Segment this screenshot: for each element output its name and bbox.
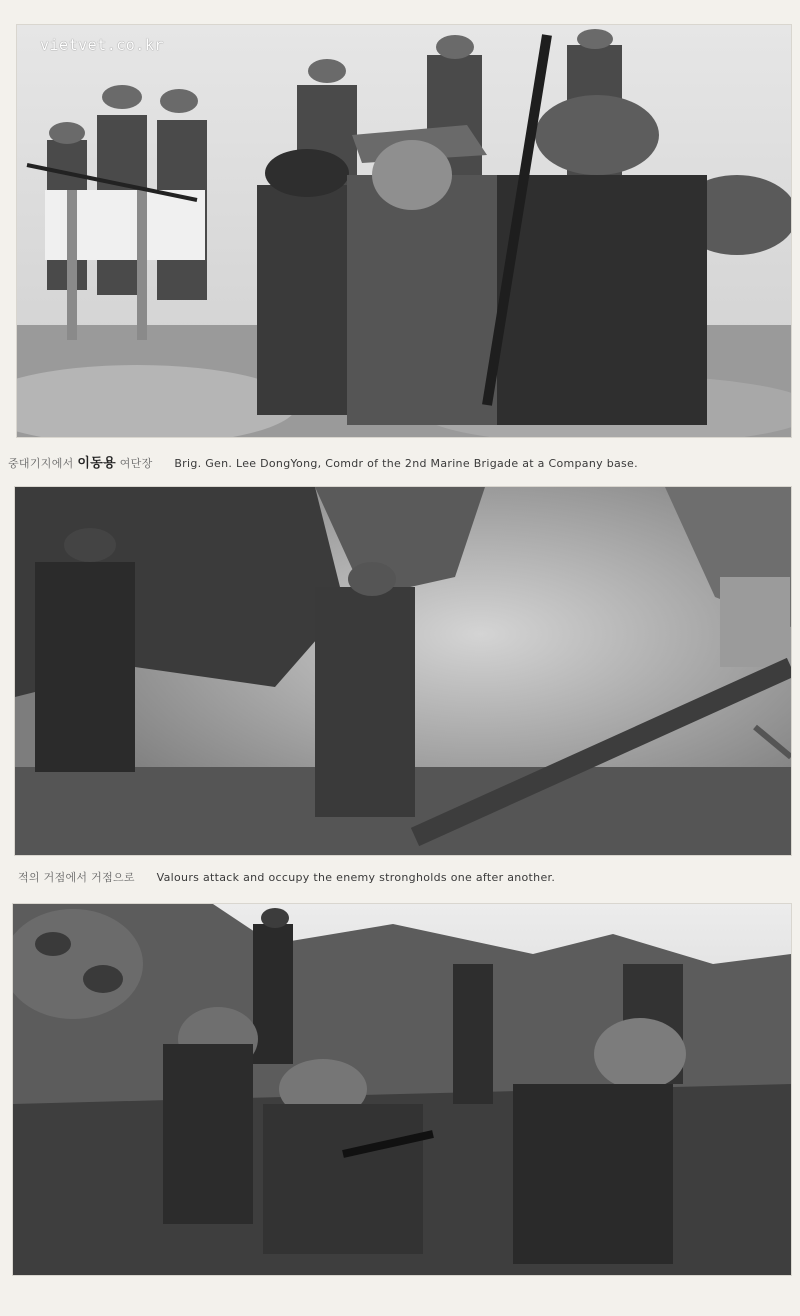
caption-photo-2 <box>18 869 555 885</box>
caption-1-english: Brig. Gen. Lee DongYong, Comdr of the 2nd Marine Brigade at a Company base. <box>174 457 638 470</box>
photo-prone-marines <box>12 903 792 1276</box>
photo-assault-smoke <box>14 486 792 856</box>
caption-2-korean: 적의 거점에서 거점으로 <box>18 871 135 884</box>
caption-1-korean: 중대기지에서 이동용 여단장 <box>8 456 153 471</box>
watermark-site: vietvet.co.kr <box>40 36 164 54</box>
photo-brigade-commander <box>16 24 792 438</box>
caption-photo-1 <box>8 452 638 471</box>
caption-2-english: Valours attack and occupy the enemy strongholds one after another. <box>156 871 556 884</box>
